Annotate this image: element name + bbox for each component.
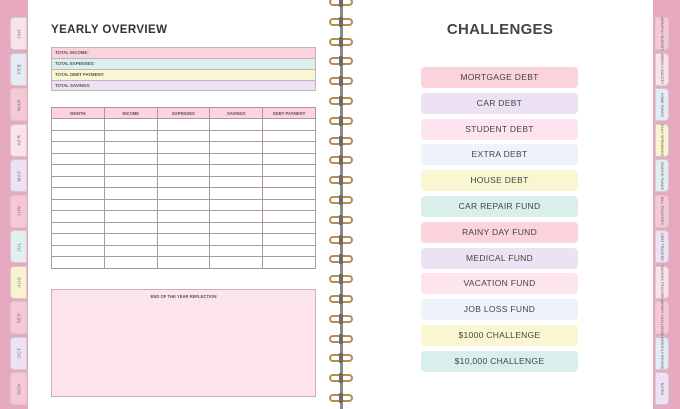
table-cell[interactable] — [104, 142, 157, 154]
table-cell[interactable] — [210, 211, 263, 223]
table-cell[interactable] — [52, 199, 105, 211]
challenge-item-car-repair-fund[interactable]: CAR REPAIR FUND — [421, 196, 578, 217]
yearly-table — [51, 107, 316, 269]
section-tab-savings-tracker[interactable] — [655, 266, 669, 299]
table-row — [52, 176, 316, 188]
table-row — [52, 245, 316, 257]
section-tab-label: MONEY CHALLENGE — [660, 299, 664, 336]
month-tab-apr[interactable] — [10, 124, 27, 157]
spiral-ring — [329, 216, 353, 224]
table-cell[interactable] — [157, 176, 210, 188]
table-cell[interactable] — [210, 199, 263, 211]
spiral-ring — [329, 295, 353, 303]
table-cell[interactable] — [52, 222, 105, 234]
table-cell[interactable] — [157, 119, 210, 131]
challenge-item-10-000-challenge[interactable]: $10,000 CHALLENGE — [421, 351, 578, 372]
table-cell[interactable] — [157, 153, 210, 165]
spiral-ring — [329, 0, 353, 6]
section-tab-daily-spendings[interactable] — [655, 124, 669, 157]
spiral-ring — [329, 176, 353, 184]
table-cell[interactable] — [157, 188, 210, 200]
month-tab-label: SEP — [16, 312, 21, 323]
spiral-ring — [329, 374, 353, 382]
spiral-ring — [329, 354, 353, 362]
col-month: MONTH — [52, 108, 105, 119]
table-cell[interactable] — [210, 165, 263, 177]
section-tab-weekly-budget[interactable] — [655, 53, 669, 86]
table-cell[interactable] — [104, 130, 157, 142]
section-tab-label: DAILY SPENDINGS — [660, 123, 664, 157]
table-cell[interactable] — [263, 257, 316, 269]
section-tab-label: SINKING FUNDS — [660, 161, 664, 190]
table-cell[interactable] — [210, 234, 263, 246]
spiral-ring — [329, 97, 353, 105]
month-tab-aug[interactable] — [10, 266, 27, 299]
month-tab-label: APR — [16, 134, 21, 146]
table-cell[interactable] — [157, 222, 210, 234]
section-tab-label: HOME FUNDS — [660, 92, 664, 117]
reflection-box[interactable] — [51, 289, 316, 397]
month-tab-oct[interactable] — [10, 337, 27, 370]
table-row — [52, 142, 316, 154]
table-cell[interactable] — [52, 234, 105, 246]
spiral-ring — [329, 255, 353, 263]
spiral-ring — [329, 275, 353, 283]
month-tab-label: JUN — [16, 205, 21, 217]
table-cell[interactable] — [210, 257, 263, 269]
section-tab-label: DEBT TRACKER — [660, 232, 664, 261]
table-cell[interactable] — [104, 257, 157, 269]
section-tab-sinking-funds[interactable] — [655, 159, 669, 192]
table-row — [52, 199, 316, 211]
month-tab-jan[interactable] — [10, 17, 27, 50]
table-cell[interactable] — [157, 199, 210, 211]
section-tab-home-funds[interactable] — [655, 88, 669, 121]
month-tab-label: OCT — [16, 347, 21, 359]
spiral-ring — [329, 315, 353, 323]
section-tab-label: SAVINGS TRACKER — [660, 265, 664, 299]
spiral-ring — [329, 57, 353, 65]
challenge-item-extra-debt[interactable]: EXTRA DEBT — [421, 144, 578, 165]
table-cell[interactable] — [210, 176, 263, 188]
month-tab-nov[interactable] — [10, 372, 27, 405]
month-tab-label: MAY — [16, 170, 21, 181]
month-tab-mar[interactable] — [10, 88, 27, 121]
table-cell[interactable] — [157, 257, 210, 269]
table-cell[interactable] — [104, 211, 157, 223]
table-cell[interactable] — [157, 165, 210, 177]
section-tab-monthly-budget[interactable] — [655, 17, 669, 50]
table-row — [52, 153, 316, 165]
table-cell[interactable] — [157, 130, 210, 142]
table-cell[interactable] — [104, 222, 157, 234]
table-cell[interactable] — [210, 119, 263, 131]
section-tab-notes[interactable] — [655, 372, 669, 405]
total-expenses-row[interactable]: TOTAL EXPENSES: — [51, 58, 316, 69]
section-tab-label: WEEKLY BUDGET — [660, 53, 664, 85]
challenges-title: CHALLENGES — [446, 21, 554, 38]
reflection-label: END OF THE YEAR REFLECTION — [150, 294, 217, 299]
challenge-item-vacation-fund[interactable]: VACATION FUND — [421, 273, 578, 294]
table-row — [52, 119, 316, 131]
table-cell[interactable] — [210, 188, 263, 200]
month-tab-label: FEB — [16, 63, 21, 75]
table-row — [52, 130, 316, 142]
challenge-item-job-loss-fund[interactable]: JOB LOSS FUND — [421, 299, 578, 320]
page-title: YEARLY OVERVIEW — [51, 24, 168, 36]
section-tab-label: MONTHLY BUDGET — [660, 16, 664, 51]
table-cell[interactable] — [263, 211, 316, 223]
month-tab-jun[interactable] — [10, 195, 27, 228]
spiral-ring — [329, 156, 353, 164]
challenge-item-student-debt[interactable]: STUDENT DEBT — [421, 119, 578, 140]
spiral-ring — [329, 18, 353, 26]
total-income-row[interactable]: TOTAL INCOME: — [51, 47, 316, 58]
table-cell[interactable] — [210, 153, 263, 165]
section-tab-label: NOTES — [660, 382, 664, 395]
month-tab-jul[interactable] — [10, 230, 27, 263]
challenge-item-rainy-day-fund[interactable]: RAINY DAY FUND — [421, 222, 578, 243]
table-cell[interactable] — [263, 153, 316, 165]
table-cell[interactable] — [52, 257, 105, 269]
table-cell[interactable] — [104, 119, 157, 131]
spiral-ring — [329, 117, 353, 125]
table-cell[interactable] — [104, 234, 157, 246]
table-row — [52, 222, 316, 234]
table-row — [52, 234, 316, 246]
table-row — [52, 188, 316, 200]
spiral-ring — [329, 335, 353, 343]
table-cell[interactable] — [52, 176, 105, 188]
table-cell[interactable] — [210, 130, 263, 142]
table-cell[interactable] — [263, 130, 316, 142]
col-income: INCOME — [104, 108, 157, 119]
totals-box — [51, 47, 316, 91]
table-cell[interactable] — [52, 142, 105, 154]
table-row — [52, 257, 316, 269]
spiral-ring — [329, 196, 353, 204]
month-tabs — [10, 0, 27, 409]
spiral-ring — [329, 38, 353, 46]
spiral-ring — [329, 394, 353, 402]
month-tab-label: AUG — [16, 276, 21, 288]
table-cell[interactable] — [52, 165, 105, 177]
month-tab-sep[interactable] — [10, 301, 27, 334]
table-cell[interactable] — [104, 199, 157, 211]
table-cell[interactable] — [263, 234, 316, 246]
section-tab-bill-trackers[interactable] — [655, 195, 669, 228]
col-savings: SAVINGS — [210, 108, 263, 119]
table-cell[interactable] — [52, 119, 105, 131]
section-tab-money-challenge[interactable] — [655, 301, 669, 334]
month-tab-label: JAN — [16, 28, 21, 39]
challenge-item-house-debt[interactable]: HOUSE DEBT — [421, 170, 578, 191]
table-cell[interactable] — [104, 176, 157, 188]
table-cell[interactable] — [210, 222, 263, 234]
table-cell[interactable] — [263, 188, 316, 200]
month-tab-feb[interactable] — [10, 53, 27, 86]
col-expenses: EXPENSES — [157, 108, 210, 119]
table-cell[interactable] — [263, 222, 316, 234]
table-cell[interactable] — [157, 142, 210, 154]
section-tab-label: BILL TRACKERS — [660, 197, 664, 225]
section-tab-label: MONTHLY REVIEW — [660, 336, 664, 370]
table-cell[interactable] — [263, 165, 316, 177]
section-tabs — [655, 0, 669, 409]
table-cell[interactable] — [52, 188, 105, 200]
challenge-item-car-debt[interactable]: CAR DEBT — [421, 93, 578, 114]
table-cell[interactable] — [263, 119, 316, 131]
table-cell[interactable] — [210, 245, 263, 257]
table-cell[interactable] — [157, 211, 210, 223]
table-cell[interactable] — [104, 188, 157, 200]
section-tab-monthly-review[interactable] — [655, 337, 669, 370]
spiral-ring — [329, 137, 353, 145]
table-cell[interactable] — [104, 165, 157, 177]
challenge-item-1000-challenge[interactable]: $1000 CHALLENGE — [421, 325, 578, 346]
table-cell[interactable] — [52, 130, 105, 142]
section-tab-debt-tracker[interactable] — [655, 230, 669, 263]
spiral-ring — [329, 77, 353, 85]
table-cell[interactable] — [157, 234, 210, 246]
table-cell[interactable] — [157, 245, 210, 257]
table-cell[interactable] — [263, 245, 316, 257]
spiral-ring — [329, 236, 353, 244]
table-cell[interactable] — [104, 245, 157, 257]
table-cell[interactable] — [263, 199, 316, 211]
challenge-item-medical-fund[interactable]: MEDICAL FUND — [421, 248, 578, 269]
table-cell[interactable] — [52, 245, 105, 257]
table-cell[interactable] — [52, 153, 105, 165]
month-tab-label: JUL — [16, 241, 21, 252]
table-cell[interactable] — [104, 153, 157, 165]
total-debt-payment-row[interactable]: TOTAL DEBT PAYMENT: — [51, 69, 316, 80]
table-row — [52, 165, 316, 177]
month-tab-label: MAR — [16, 98, 21, 111]
table-cell[interactable] — [210, 142, 263, 154]
total-savings-row[interactable]: TOTAL SAVINGS: — [51, 80, 316, 91]
challenge-item-mortgage-debt[interactable]: MORTGAGE DEBT — [421, 67, 578, 88]
month-tab-label: NOV — [16, 382, 21, 395]
table-cell[interactable] — [263, 176, 316, 188]
month-tab-may[interactable] — [10, 159, 27, 192]
col-debt-payment: DEBT PAYMENT — [263, 108, 316, 119]
table-cell[interactable] — [263, 142, 316, 154]
table-cell[interactable] — [52, 211, 105, 223]
table-row — [52, 211, 316, 223]
